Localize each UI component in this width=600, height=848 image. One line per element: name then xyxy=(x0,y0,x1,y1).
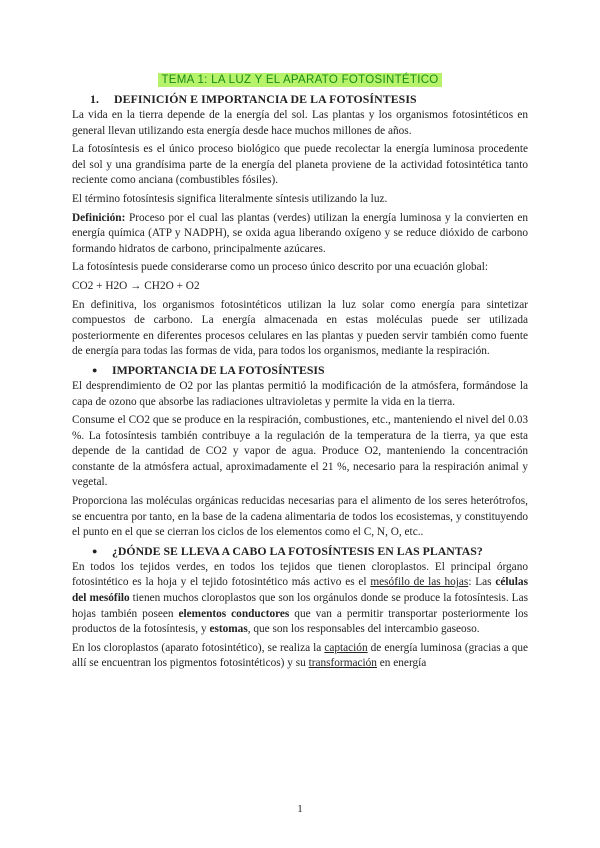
bold-term: células del mesófilo xyxy=(72,576,528,605)
definition-paragraph xyxy=(72,211,528,258)
page-number: 1 xyxy=(297,803,303,815)
underlined-term: captación xyxy=(324,641,368,654)
bold-term: estomas xyxy=(209,623,248,636)
section1-paragraph-2: La fotosíntesis es el único proceso biológico que puede recolectar la energía luminosa procedente del sol y una grandísima parte de la energía del planeta proviene de la actividad fotosintética tanto reciente como anciana (combustibles fósiles). xyxy=(72,143,528,187)
section1-number: 1. xyxy=(90,92,100,106)
section2-heading-text: IMPORTANCIA DE LA FOTOSÍNTESIS xyxy=(112,362,325,377)
bullet-icon: ● xyxy=(92,364,98,375)
equation: CO2 + H2O → CH2O + O2 xyxy=(72,279,200,292)
section1-heading xyxy=(90,92,528,107)
document-title: TEMA 1: LA LUZ Y EL APARATO FOTOSINTÉTICO xyxy=(158,73,441,87)
section2-paragraph-2: Consume el CO2 que se produce en la respiración, combustiones, etc., manteniendo el nivel del 0.03 %. La fotosíntesis también contribuye a la regulación de la temperatura de la tierra, ya que esta depende de la cantidad de CO2 y vapor de agua. Produce O2, manteniendo la concentración constante de la atmósfera actual, aproximadamente el 21 %, necesario para la respiración animal y vegetal. xyxy=(72,414,528,489)
text-run: En los cloroplastos (aparato fotosintético), se realiza la xyxy=(72,641,325,654)
section1-heading-text: DEFINICIÓN E IMPORTANCIA DE LA FOTOSÍNTESIS xyxy=(114,92,417,106)
underlined-term: mesófilo de las hojas xyxy=(370,576,469,589)
section3-heading-text: ¿DÓNDE SE LLEVA A CABO LA FOTOSÍNTESIS EN LAS PLANTAS? xyxy=(112,543,483,558)
section1-paragraph-1: La vida en la tierra depende de la energía del sol. Las plantas y los organismos fotosintéticos en general llevan utilizando esta energía desde hace muchos millones de años. xyxy=(72,109,528,137)
section3-paragraph-1 xyxy=(72,560,528,638)
section1-paragraph-5: La fotosíntesis puede considerarse como un proceso único descrito por una ecuación global: xyxy=(72,261,488,274)
text-run: En todos los tejidos verdes, en todos los tejidos que tienen cloroplastos. El principal órgano fotosintético es la hoja y el tejido fotosintético más activo es el xyxy=(72,560,528,589)
text-run: : Las xyxy=(468,576,496,589)
bullet-icon: ● xyxy=(92,545,98,556)
text-run: que van a permitir transportar posteriormente los productos de la fotosíntesis, y xyxy=(72,607,529,636)
section2-paragraph-3: Proporciona las moléculas orgánicas reducidas necesarias para el alimento de los seres heterótrofos, se encuentra por tanto, en la base de la cadena alimentaria de todos los ecosistemas, y constituyendo el punto en el que se cierran los ciclos de los elementos como el C, N, O, etc.. xyxy=(72,495,528,539)
text-run: en energía xyxy=(376,657,427,670)
document-page xyxy=(72,70,528,675)
section2-paragraph-1: El desprendimiento de O2 por las plantas permitió la modificación de la atmósfera, formándose la capa de ozono que absorbe las radiaciones ultravioletas y permite la vida en la tierra. xyxy=(72,379,528,408)
section1-paragraph-3: El término fotosíntesis significa literalmente síntesis utilizando la luz. xyxy=(72,192,388,205)
section3-paragraph-2 xyxy=(72,641,528,672)
definition-label: Definición: xyxy=(72,211,126,224)
section2-heading xyxy=(92,363,528,378)
text-run: tienen muchos cloroplastos que son los orgánulos donde se produce la fotosíntesis. Las hojas también poseen xyxy=(72,592,528,620)
bold-term: elementos conductores xyxy=(178,607,290,620)
title-wrap xyxy=(72,70,528,88)
section1-paragraph-6: En definitiva, los organismos fotosintéticos utilizan la luz solar como energía para sintetizar compuestos de carbono. La energía almacenada en estas moléculas puede ser utilizada posteriormente en diferentes procesos celulares en las plantas y pueden servir también como fuente de energía para todas las formas de vida, para todos los organismos, mediante la respiración. xyxy=(72,298,528,358)
text-run: de energía luminosa (gracias a que allí se encuentran los pigmentos fotosintéticos) y su xyxy=(72,641,529,670)
underlined-term: transformación xyxy=(308,657,377,670)
definition-text: Proceso por el cual las plantas (verdes) utilizan la energía luminosa y la convierten en energía química (ATP y NADPH), se oxida agua liberando oxígeno y se reduce dióxido de carbono formando hidratos de carbono, principalmente azúcares. xyxy=(72,211,528,255)
section3-heading xyxy=(92,544,528,559)
text-run: , que son los responsables del intercambio gaseoso. xyxy=(247,623,480,636)
